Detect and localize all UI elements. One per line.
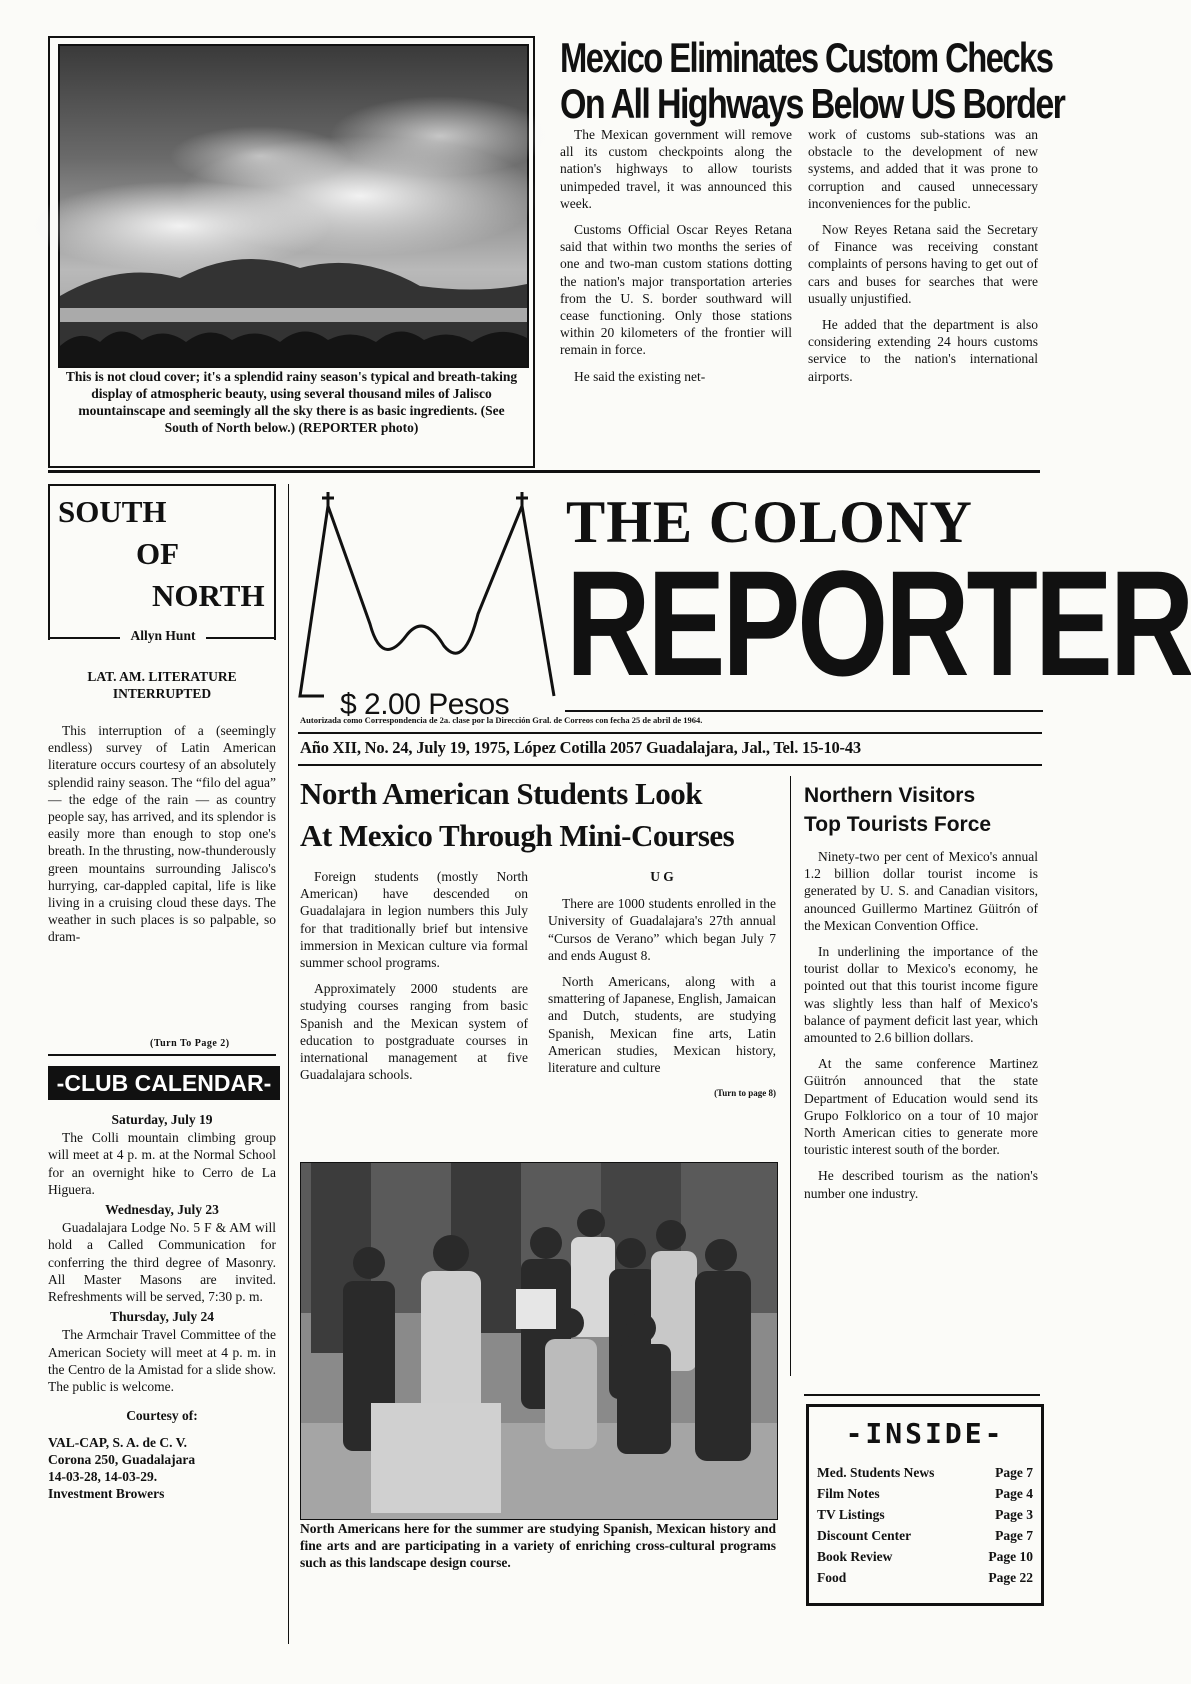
price-label: $ 2.00 Pesos: [340, 688, 510, 721]
column-author: Allyn Hunt: [130, 628, 196, 643]
paragraph: North Americans, along with a smattering of Japanese, English, Jamaican and Dutch, students, are studying Spanish, Mexican fine arts, Latin American studies, Mexican history, literature and culture: [548, 974, 776, 1076]
paragraph: Now Reyes Retana said the Secretary of Finance was receiving constant complaints of persons having to get out of cars and buses for searches that were usually unjustified.: [808, 222, 1038, 306]
divider: [48, 637, 120, 639]
inside-box: [806, 1404, 1044, 1606]
sponsor-line: VAL-CAP, S. A. de C. V.: [48, 1435, 188, 1451]
paragraph: There are 1000 students enrolled in the University of Guadalajara's 27th annual “Cursos de Verano” which began July 7 and ends August 8.: [548, 896, 776, 963]
top-photo: [58, 44, 529, 368]
tourists-body: [804, 848, 1038, 1211]
divider: [206, 637, 274, 639]
column-logo-north: NORTH: [152, 578, 265, 613]
paragraph: At the same conference Martinez Güitrón announced that the state Department of Education would send its Grupo Folklorico on a tour of 10 major North American cities to generate more touristic interest south of the border.: [804, 1056, 1038, 1158]
divider: [298, 732, 1042, 734]
inside-item-page: Page 10: [988, 1549, 1033, 1564]
sponsor-line: 14-03-28, 14-03-29.: [48, 1469, 158, 1485]
top-photo-caption: This is not cloud cover; it's a splendid rainy season's typical and breath-taking display of atmospheric beauty, using several thousand miles of Jalisco mountainscape and seemingly all the sky there is as basic ingredients. (See South of North below.) (REPORTER photo): [65, 369, 518, 435]
column-logo-of: OF: [136, 536, 180, 571]
students-headline-line2: At Mexico Through Mini-Courses: [300, 818, 735, 853]
sponsor-line: Corona 250, Guadalajara: [48, 1452, 196, 1468]
top-story-headline-line1: Mexico Eliminates Custom Checks: [560, 34, 1053, 81]
column-logo-south: SOUTH: [58, 494, 167, 529]
cloud-landscape-image: [60, 46, 527, 366]
paragraph: Ninety-two per cent of Mexico's annual 1.2 billion dollar tourist income is generated by U. S. and Canadian visitors, anounced Guillermo Martinez Güitrón of the Mexican Convention Office.: [804, 849, 1038, 933]
inside-item[interactable]: [817, 1567, 1033, 1588]
inside-item-label: TV Listings: [817, 1507, 885, 1522]
inside-item-label: Discount Center: [817, 1528, 912, 1543]
students-photo-caption: North Americans here for the summer are studying Spanish, Mexican history and fine arts and are participating in a variety of enriching cross-cultural programs such as this landscape design course.: [300, 1521, 776, 1570]
paragraph: In underlining the importance of the tourist dollar to Mexico's economy, he pointed out that this tourist income figure was slightly less than half of Mexico's balance of payment deficit last year, which amounted to 2.6 billion dollars.: [804, 944, 1038, 1046]
paragraph: This interruption of a (seemingly endless) survey of Latin American literature occurs courtesy of an absolutely splendid rainy season. The “filo del agua” — the edge of the rain — as country people say, has arrived, and its splendor is easily more than enough to stop one's breath. In the thrusting, now-thunderously green mountains surrounding Jalisco's hurrying, car-dappled capital, life is like living in a cruising cloud these days. The weather in such places is so palpable, so dram-: [48, 723, 276, 945]
inside-item[interactable]: [817, 1462, 1033, 1483]
inside-item-label: Food: [817, 1570, 847, 1585]
tourists-headline-line1: Northern Visitors: [804, 784, 976, 807]
south-article-body: [48, 722, 276, 955]
inside-item-page: Page 22: [988, 1570, 1033, 1585]
tourists-headline-line2: Top Tourists Force: [804, 813, 992, 836]
south-article-subhead: LAT. AM. LITERATURE INTERRUPTED: [87, 669, 237, 701]
calendar-day: Saturday, July 19: [111, 1112, 213, 1127]
column-divider: [288, 484, 289, 1644]
inside-item-page: Page 7: [995, 1528, 1033, 1543]
top-story-headline-line2: On All Highways Below US Border: [560, 80, 1065, 127]
inside-item-page: Page 3: [995, 1507, 1033, 1522]
students-column-1: [300, 868, 528, 1092]
inside-item[interactable]: [817, 1483, 1033, 1504]
paragraph: Foreign students (mostly North American) have descended on Guadalajara in legion numbers this July for that traditionally brief but intensive immersion in Mexican culture via formal summer school programs.: [300, 869, 528, 971]
calendar-event: The Armchair Travel Committee of the American Society will meet at 4 p. m. in the Centro de la Amistad for a slide show. The public is welcome.: [48, 1327, 276, 1395]
section-head: U G: [650, 869, 674, 884]
masthead-title-line1: THE COLONY: [566, 489, 973, 555]
club-calendar-title: -CLUB CALENDAR-: [48, 1066, 280, 1100]
column-divider: [790, 776, 791, 1376]
dateline: Año XII, No. 24, July 19, 1975, López Cotilla 2057 Guadalajara, Jal., Tel. 15-10-43: [300, 738, 861, 757]
students-headline-line1: North American Students Look: [300, 776, 702, 811]
divider: [48, 470, 1040, 473]
inside-item-label: Med. Students News: [817, 1465, 935, 1480]
south-article-jump: (Turn To Page 2): [150, 1038, 230, 1049]
paragraph: Approximately 2000 students are studying courses ranging from basic Spanish and the Mexican system of education to postgraduate courses in international management at five Guadalajara schools.: [300, 981, 528, 1083]
club-calendar-body: [48, 1108, 276, 1502]
students-jump: (Turn to page 8): [714, 1088, 776, 1099]
paragraph: He said the existing net-: [574, 368, 706, 384]
students-photo: [300, 1162, 778, 1520]
top-story-column-1: [560, 126, 792, 394]
inside-item[interactable]: [817, 1546, 1033, 1567]
calendar-day: Thursday, July 24: [110, 1309, 214, 1325]
paragraph: Customs Official Oscar Reyes Retana said that within two months the series of one and two-man custom stations dotting the nation's major transportation arteries from the U. S. border southward will cease functioning. Only those stations within 20 kilometers of the frontier will remain in force.: [560, 222, 792, 358]
divider: [804, 1394, 1040, 1396]
paragraph: work of customs sub-stations was an obstacle to the development of new systems, and added that it was prone to corruption and caused unnecessary inconveniences for the public.: [808, 127, 1038, 211]
sponsor: [48, 1434, 276, 1502]
students-column-2: [548, 868, 776, 1102]
inside-item[interactable]: [817, 1525, 1033, 1546]
masthead-logo-icon: [296, 484, 558, 716]
inside-item-page: Page 7: [995, 1465, 1033, 1480]
inside-item-label: Film Notes: [817, 1486, 880, 1501]
inside-item[interactable]: [817, 1504, 1033, 1525]
registration-line: Autorizada como Correspondencia de 2a. clase por la Dirección Gral. de Correos con fecha 25 de abril de 1964.: [300, 715, 703, 725]
paragraph: He described tourism as the nation's number one industry.: [804, 1168, 1038, 1201]
divider: [298, 764, 1042, 766]
students-group-image: [301, 1163, 777, 1519]
inside-item-label: Book Review: [817, 1549, 893, 1564]
sponsor-line: Investment Browers: [48, 1486, 165, 1502]
calendar-event: Guadalajara Lodge No. 5 F & AM will hold a Called Communication for conferring the third degree of Masonry. All Master Masons are invited. Refreshments will be served, 7:30 p. m.: [48, 1220, 276, 1305]
top-story-column-2: [808, 126, 1038, 394]
divider: [48, 1054, 276, 1056]
calendar-event: The Colli mountain climbing group will meet at 4 p. m. at the Normal School for an overnight hike to Cerro de La Higuera.: [48, 1130, 276, 1197]
inside-list: [809, 1462, 1041, 1588]
courtesy-label: Courtesy of:: [126, 1408, 198, 1424]
paragraph: He added that the department is also considering extending 24 hours customs service to the nation's international airports.: [808, 317, 1038, 384]
masthead-title-line2: REPORTER: [566, 539, 1191, 707]
divider: [565, 710, 1043, 712]
calendar-day: Wednesday, July 23: [105, 1202, 219, 1218]
inside-title: -INSIDE-: [845, 1417, 1005, 1450]
inside-item-page: Page 4: [995, 1486, 1033, 1501]
paragraph: The Mexican government will remove all its custom checkpoints along the nation's highways to allow tourists unimpeded travel, it was announced this week.: [560, 127, 792, 211]
